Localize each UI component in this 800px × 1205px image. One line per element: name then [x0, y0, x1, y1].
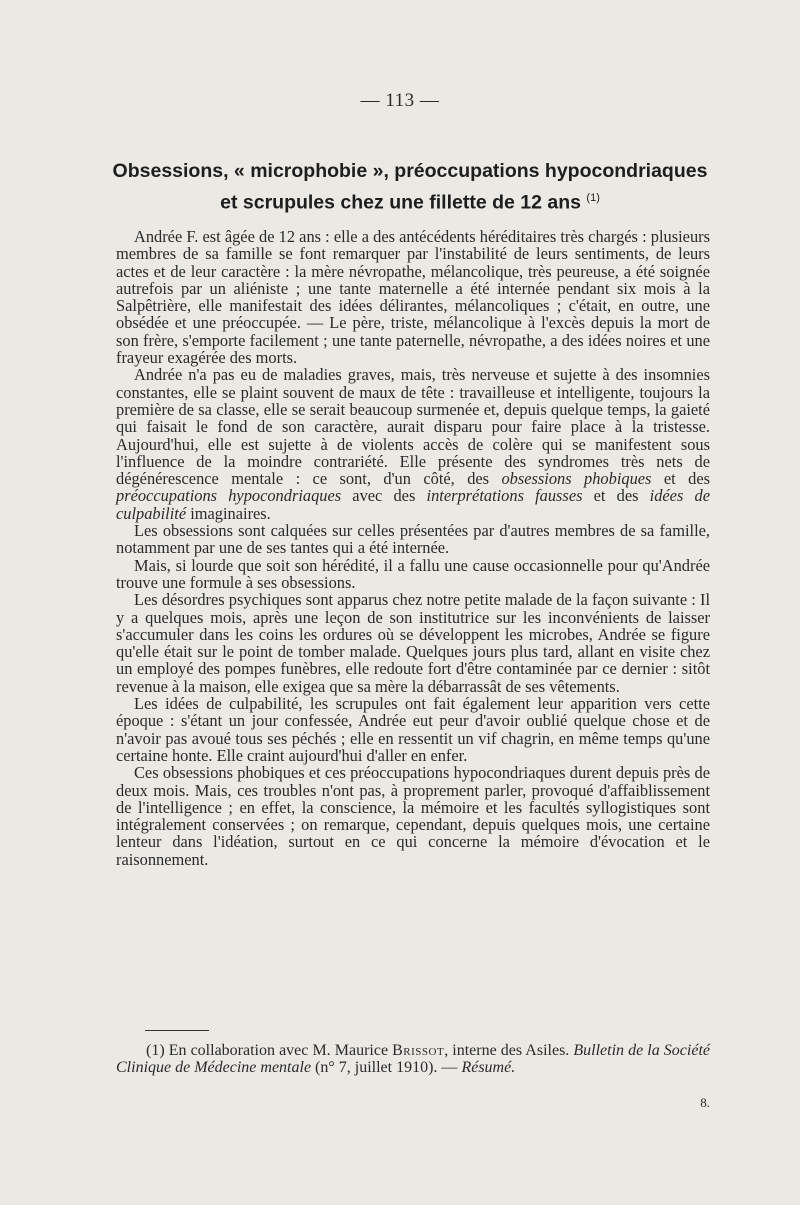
emphasis-obsessions-phobiques: obsessions phobiques — [501, 469, 652, 489]
paragraph-2-text-c: avec des — [352, 486, 416, 506]
footnote-journal: Bulletin de la Société Clinique de Médecine mentale — [116, 1042, 710, 1076]
footnote-prefix: (1) En collaboration avec M. Maurice — [146, 1042, 389, 1059]
paragraph-2-text-a: Andrée n'a pas eu de maladies graves, mais, très nerveuse et sujette à des insomnies constantes, elle se plaint souvent de maux de tête : travailleuse et intelligente, toujours la première de sa classe, elle se serait beaucoup surmenée et, depuis quelque temps, la gaieté qui faisait le fond de son caractère, aurait disparu pour faire place à la tristesse. Aujourd'hui, elle est sujette à de violents accès de colère qui se manifestent sous l'influence de la moindre contrariété. Elle présente des syndromes très nets de dégénérescence mentale : ce sont, d'un côté, des — [116, 365, 710, 489]
paragraph-4: Mais, si lourde que soit son hérédité, il a fallu une cause occasionnelle pour qu'Andrée trouve une formule à ses obsessions. — [116, 555, 710, 592]
paragraph-2-text-d: et des — [593, 486, 639, 506]
paragraph-7: Ces obsessions phobiques et ces préoccupations hypocondriaques durent depuis près de deux mois. Mais, ces troubles n'ont pas, à proprement parler, provoqué d'affaiblissement de l'intelligence ; en effet, la conscience, la mémoire et les facultés syllogistiques sont intégralement conservées ; on remarque, cependant, depuis quelques mois, une certaine lenteur dans l'idéation, surtout en ce qui concerne la mémoire d'évocation et le raisonnement. — [116, 763, 710, 869]
footnote-details: (n° 7, juillet 1910). — — [315, 1059, 458, 1076]
paragraph-2-text-b: et des — [663, 469, 710, 489]
footnote-middle: , interne des Asiles. — [444, 1042, 570, 1059]
footnote-resume: Résumé. — [461, 1059, 516, 1076]
page-number: — 113 — — [360, 90, 440, 111]
title-line-2: et scrupules chez une fillette de 12 ans — [220, 191, 581, 214]
paragraph-2-text-e: imaginaires. — [190, 503, 271, 523]
article-title — [100, 158, 720, 217]
footnote — [116, 1042, 710, 1076]
footnote-divider — [145, 1030, 209, 1031]
article-body — [116, 228, 710, 868]
paragraph-3: Les obsessions sont calquées sur celles présentées par d'autres membres de sa famille, notamment par une de ses tantes qui a été internée. — [116, 521, 710, 558]
paragraph-1: Andrée F. est âgée de 12 ans : elle a des antécédents héréditaires très chargés : plusieurs membres de sa famille se font remarquer par l'instabilité de leurs sentiments, de leurs actes et de leur caractère : la mère névropathe, mélancolique, très peureuse, a été soignée autrefois par un aliéniste ; une tante maternelle a été internée pendant six mois à la Salpêtrière, elle manifestait des idées délirantes, mélancoliques ; c'était, en outre, une obsédée et une préoccupée. — Le père, triste, mélancolique à l'excès depuis la mort de son frère, s'emporte facilement ; une tante paternelle, névropathe, a des idées noires et une frayeur exagérée des morts. — [116, 227, 710, 368]
signature-mark: 8. — [700, 1095, 710, 1110]
footnote-reference[interactable]: (1) — [586, 192, 600, 204]
emphasis-culpabilite: idées de culpabilité — [116, 486, 710, 523]
paragraph-2 — [116, 366, 710, 522]
paragraph-5: Les désordres psychiques sont apparus chez notre petite malade de la façon suivante : Il y a quelques mois, après une leçon de son institutrice sur les inconvénients de laisser s'accumuler dans les coins les ordures où se développent les microbes, Andrée se figure qu'elle était sur le point de tomber malade. Quelques jours plus tard, allant en visite chez un employé des pompes funèbres, elle redoute fort d'être contaminée par ce dernier : sitôt revenue à la maison, elle exigea que sa mère la débarrassât de ses vêtements. — [116, 590, 710, 696]
paragraph-6: Les idées de culpabilité, les scrupules ont fait également leur apparition vers cette époque : s'étant un jour confessée, Andrée eut peur d'avoir oublié quelque chose et de n'avoir pas avoué tous ses péchés ; elle en ressentit un vif chagrin, en même temps qu'une certaine honte. Elle craint aujourd'hui d'aller en enfer. — [116, 694, 710, 765]
title-line-1: Obsessions, « microphobie », préoccupations hypocondriaques — [112, 160, 708, 182]
emphasis-preoccupations: préoccupations hypocondriaques — [116, 486, 342, 506]
emphasis-interpretations: interprétations fausses — [426, 486, 583, 506]
footnote-author: Brissot — [392, 1042, 445, 1059]
